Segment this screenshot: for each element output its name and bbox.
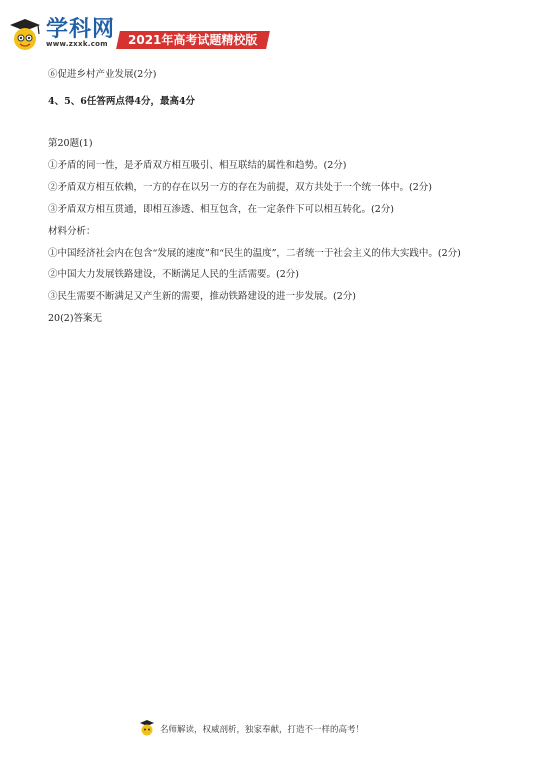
question-heading: 第20题(1) bbox=[48, 138, 93, 149]
section-heading: 材料分析： bbox=[48, 226, 96, 237]
answer-line: ③矛盾双方相互贯通，即相互渗透、相互包含，在一定条件下可以相互转化。(2分) bbox=[48, 204, 394, 215]
answer-line: ②矛盾双方相互依赖，一方的存在以另一方的存在为前提，双方共处于一个统一体中。(2分) bbox=[48, 182, 432, 193]
answer-line: ①中国经济社会内在包含“发展的速度”和“民生的温度”，二者统一于社会主义的伟大实践中。(2分) bbox=[48, 248, 461, 259]
answer-line: ③民生需要不断满足又产生新的需要，推动铁路建设的进一步发展。(2分) bbox=[48, 291, 356, 302]
answer-line: ⑥促进乡村产业发展(2分) bbox=[48, 69, 157, 80]
footer bbox=[138, 719, 418, 739]
header bbox=[6, 14, 306, 54]
answer-line: ②中国大力发展铁路建设，不断满足人民的生活需要。(2分) bbox=[48, 269, 299, 280]
edition-banner bbox=[116, 31, 270, 49]
logo-url: www.zxxk.com bbox=[46, 40, 108, 48]
edition-banner-label: 2021年高考试题精校版 bbox=[128, 33, 258, 47]
scoring-note: 4、5、6任答两点得4分，最高4分 bbox=[48, 96, 196, 107]
mascot-small-icon bbox=[138, 719, 156, 737]
answer-line: ①矛盾的同一性，是矛盾双方相互吸引、相互联结的属性和趋势。(2分) bbox=[48, 160, 347, 171]
answer-line: 20(2)答案无 bbox=[48, 313, 103, 324]
logo-text: 学科网 bbox=[46, 17, 116, 42]
footer-slogan: 名师解读，权威剖析，独家奉献，打造不一样的高考！ bbox=[160, 725, 365, 735]
mascot-logo-icon bbox=[6, 16, 44, 54]
